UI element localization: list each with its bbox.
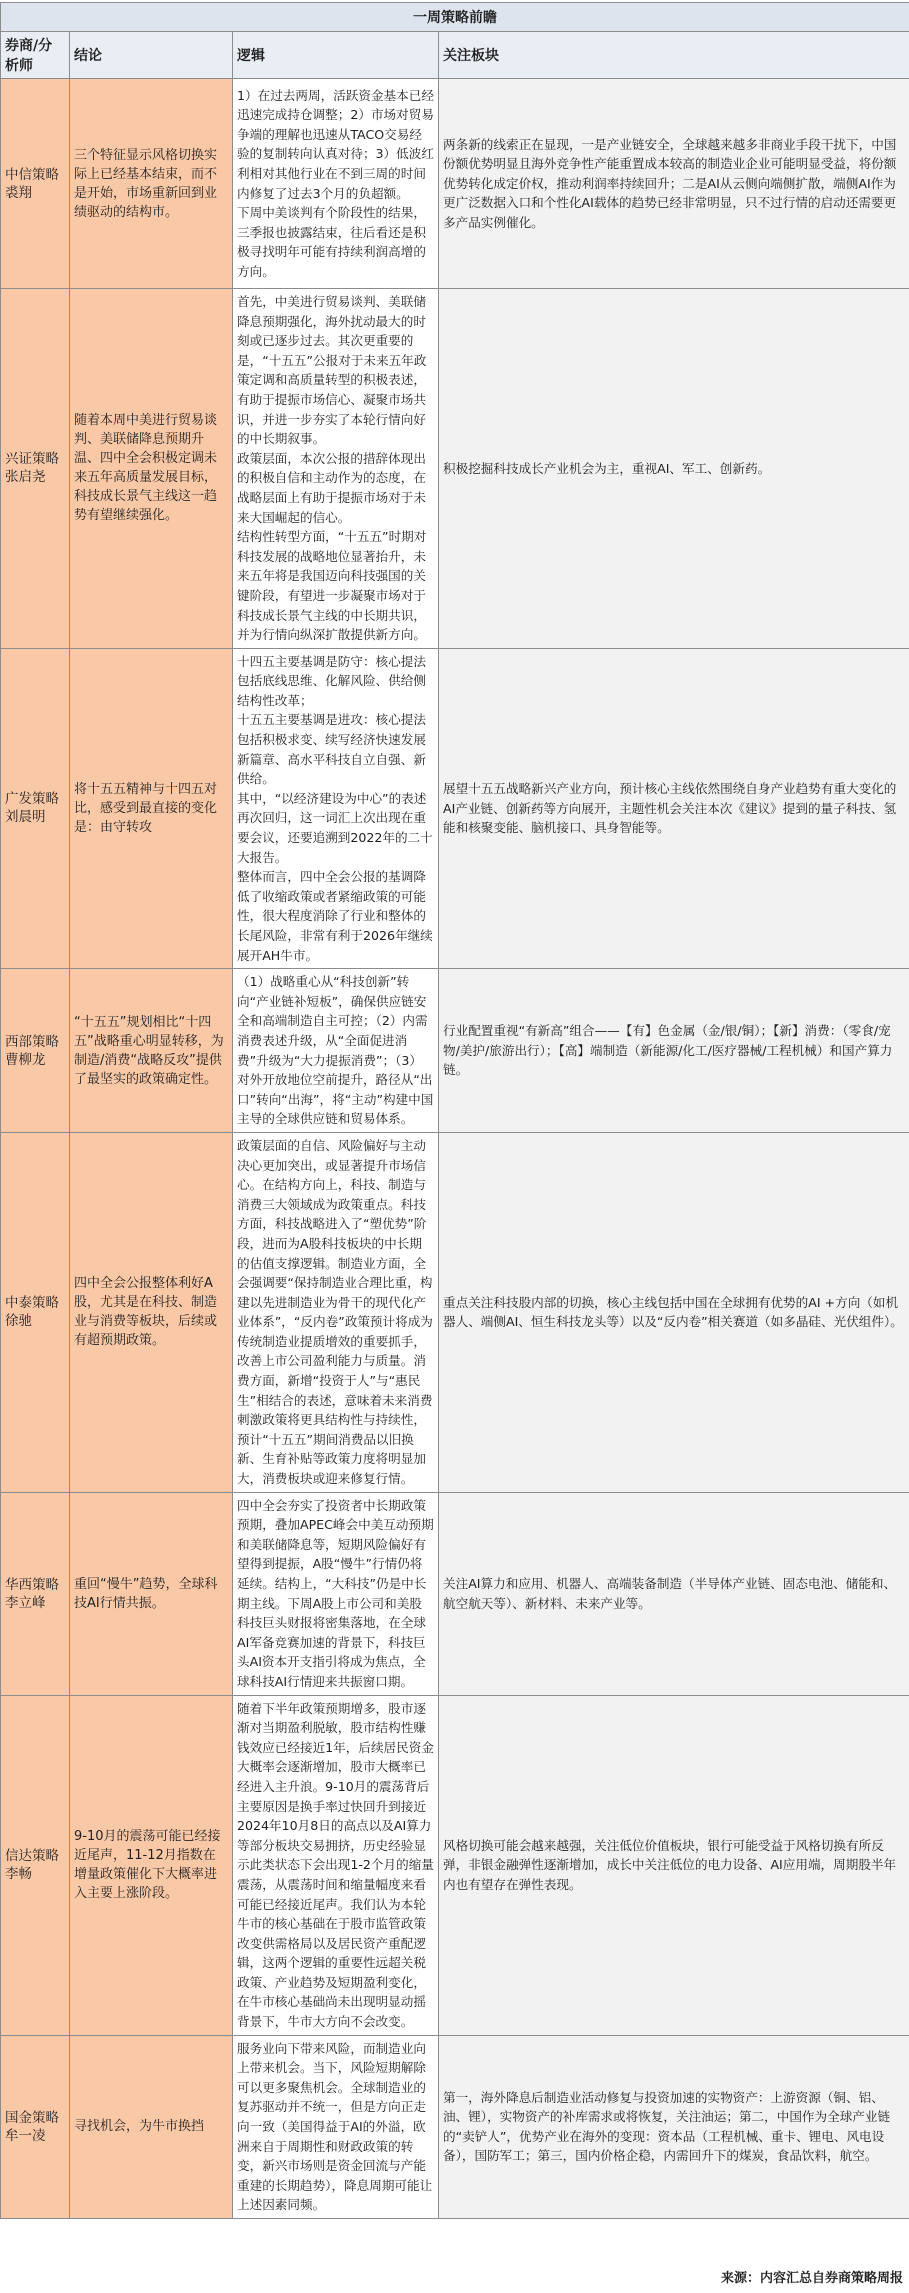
focus-cell: 关注AI算力和应用、机器人、高端装备制造（半导体产业链、固态电池、储能和、航空航天等）、新材料、未来产业等。 bbox=[439, 1492, 909, 1695]
logic-cell: 随着下半年政策预期增多，股市逐渐对当期盈利脱敏，股市结构性赚钱效应已经接近1年，后续居民资金大概率会逐渐增加，股市大概率已经进入主升浪。9-10月的震荡背后主要原因是换手率过快回升到接近2024年10月8日的高点以及AI算力等部分板块交易拥挤，历史经验显示此类状态下会出现1-2个月的缩量震荡，从震荡时间和缩量幅度来看可能已经接近尾声。我们认为本轮牛市的核心基础在于股市监管政策改变供需格局以及居民资产重配逻辑，这两个逻辑的重要性远超关税政策、产业趋势及短期盈利变化，在牛市核心基础尚未出现明显动摇背景下，牛市大方向不会改变。 bbox=[233, 1695, 439, 2035]
analyst-cell: 广发策略 刘晨明 bbox=[1, 648, 70, 969]
analyst-cell: 西部策略 曹柳龙 bbox=[1, 969, 70, 1133]
focus-cell: 重点关注科技股内部的切换，核心主线包括中国在全球拥有优势的AI +方向（如机器人、端侧AI、恒生科技龙头等）以及“反内卷”相关赛道（如多晶硅、光伏组件）。 bbox=[439, 1132, 909, 1492]
conclusion-cell: 寻找机会，为牛市换挡 bbox=[70, 2035, 233, 2218]
table-body bbox=[1, 79, 909, 2219]
logic-cell: 首先，中美进行贸易谈判、美联储降息预期强化，海外扰动最大的时刻或已逐步过去。其次更重要的是，“十五五”公报对于未来五年政策定调和高质量转型的积极表述，有助于提振市场信心、凝聚市场共识，并进一步夯实了本轮行情向好的中长期叙事。 政策层面，本次公报的措辞体现出的积极自信和主动作为的态度，在战略层面上有助于提振市场对于未来大国崛起的信心。 结构性转型方面，“十五五”时期对科技发展的战略地位显著抬升，未来五年将是我国迈向科技强国的关键阶段，有望进一步凝聚市场对于科技成长景气主线的中长期共识，并为行情向纵深扩散提供新方向。 bbox=[233, 289, 439, 649]
focus-cell: 行业配置重视“有新高”组合——【有】色金属（金/银/铜）；【新】消费：（零食/宠物/美护/旅游出行）；【高】端制造（新能源/化工/医疗器械/工程机械）和国产算力链。 bbox=[439, 969, 909, 1133]
focus-cell: 风格切换可能会越来越强，关注低位价值板块，银行可能受益于风格切换有所反弹，非银金融弹性逐渐增加，成长中关注低位的电力设备、AI应用端，周期股半年内也有望存在弹性表现。 bbox=[439, 1695, 909, 2035]
analyst-cell: 兴证策略 张启尧 bbox=[1, 289, 70, 649]
analyst-cell: 中泰策略 徐驰 bbox=[1, 1132, 70, 1492]
conclusion-cell: 三个特征显示风格切换实际上已经基本结束，而不是开始，市场重新回到业绩驱动的结构市。 bbox=[70, 79, 233, 289]
table-row bbox=[1, 2035, 909, 2218]
logic-cell: 服务业向下带来风险，而制造业向上带来机会。当下，风险短期解除可以更多聚焦机会。全球制造业的复苏驱动并不统一，但是方向正走向一致（美国得益于AI的外溢，欧洲来自于周期性和财政政策的转变，新兴市场则是资金回流与产能重建的长期趋势），降息周期可能让上述因素同频。 bbox=[233, 2035, 439, 2218]
logic-cell: 政策层面的自信、风险偏好与主动决心更加突出，或显著提升市场信心。在结构方向上，科技、制造与消费三大领域成为政策重点。科技方面，科技战略进入了“塑优势”阶段，进而为A股科技板块的中长期的估值支撑逻辑。制造业方面，全会强调要“保持制造业合理比重，构建以先进制造业为骨干的现代化产业体系”，“反内卷”政策预计将成为传统制造业提质增效的重要抓手，改善上市公司盈利能力与质量。消费方面，新增“投资于人”与“惠民生”相结合的表述，意味着未来消费刺激政策将更具结构性与持续性，预计“十五五”期间消费品以旧换新、生育补贴等政策力度将明显加大，消费板块或迎来修复行情。 bbox=[233, 1132, 439, 1492]
conclusion-cell: “十五五”规划相比“十四五”战略重心明显转移，为制造/消费“战略反攻”提供了最坚实的政策确定性。 bbox=[70, 969, 233, 1133]
conclusion-cell: 9-10月的震荡可能已经接近尾声，11-12月指数在增量政策催化下大概率进入主要上涨阶段。 bbox=[70, 1695, 233, 2035]
header-logic: 逻辑 bbox=[233, 32, 439, 79]
logic-cell: 1）在过去两周，活跃资金基本已经迅速完成持仓调整；2）市场对贸易争端的理解也迅速从TACO交易经验的复制转向认真对待；3）低波红利相对其他行业在不到三周的时间内修复了过去3个月的负超额。 下周中美谈判有个阶段性的结果，三季报也披露结束，往后看还是积极寻找明年可能有持续利润高增的方向。 bbox=[233, 79, 439, 289]
focus-cell: 展望十五五战略新兴产业方向，预计核心主线依然围绕自身产业趋势有重大变化的AI产业链、创新药等方向展开，主题性机会关注本次《建议》提到的量子科技、氢能和核聚变能、脑机接口、具身智能等。 bbox=[439, 648, 909, 969]
table-row bbox=[1, 79, 909, 289]
conclusion-cell: 重回“慢牛”趋势，全球科技AI行情共振。 bbox=[70, 1492, 233, 1695]
focus-cell: 两条新的线索正在显现，一是产业链安全，全球越来越多非商业手段干扰下，中国份额优势明显且海外竞争性产能重置成本较高的制造业企业可能明显受益，将份额优势转化成定价权，推动利润率持续回升；二是AI从云侧向端侧扩散，端侧AI作为更广泛数据入口和个性化AI载体的趋势已经非常明显，只不过行情的启动还需要更多产品实例催化。 bbox=[439, 79, 909, 289]
header-conclusion: 结论 bbox=[70, 32, 233, 79]
analyst-cell: 中信策略 裘翔 bbox=[1, 79, 70, 289]
conclusion-cell: 随着本周中美进行贸易谈判、美联储降息预期升温、四中全会积极定调未来五年高质量发展目标，科技成长景气主线这一趋势有望继续强化。 bbox=[70, 289, 233, 649]
table-title: 一周策略前瞻 bbox=[1, 3, 909, 32]
table-row bbox=[1, 1695, 909, 2035]
table-row bbox=[1, 648, 909, 969]
analyst-cell: 华西策略 李立峰 bbox=[1, 1492, 70, 1695]
strategy-table bbox=[0, 2, 909, 2219]
conclusion-cell: 将十五五精神与十四五对比，感受到最直接的变化是：由守转攻 bbox=[70, 648, 233, 969]
conclusion-cell: 四中全会公报整体利好A股，尤其是在科技、制造业与消费等板块，后续或有超预期政策。 bbox=[70, 1132, 233, 1492]
table-row bbox=[1, 969, 909, 1133]
analyst-cell: 信达策略 李畅 bbox=[1, 1695, 70, 2035]
focus-cell: 第一，海外降息后制造业活动修复与投资加速的实物资产：上游资源（铜、铝、油、锂），实物资产的补库需求或将恢复，关注油运；第二，中国作为全球产业链的“卖铲人”，优势产业在海外的变现：资本品（工程机械、重卡、锂电、风电设备），国防军工；第三，国内价格企稳，内需回升下的煤炭，食品饮料，航空。 bbox=[439, 2035, 909, 2218]
logic-cell: 十四五主要基调是防守：核心提法包括底线思维、化解风险、供给侧结构性改革； 十五五主要基调是进攻：核心提法包括积极求变、续写经济快速发展新篇章、高水平科技自立自强、新供给。 其中，“以经济建设为中心”的表述再次回归，这一词汇上次出现在重要会议，还要追溯到2022年的二十大报告。 整体而言，四中全会公报的基调降低了收缩政策或者紧缩政策的可能性，很大程度消除了行业和整体的长尾风险，非常有利于2026年继续展开AH牛市。 bbox=[233, 648, 439, 969]
table-row bbox=[1, 1492, 909, 1695]
header-analyst: 券商/分析师 bbox=[1, 32, 70, 79]
table-row bbox=[1, 289, 909, 649]
focus-cell: 积极挖掘科技成长产业机会为主，重视AI、军工、创新药。 bbox=[439, 289, 909, 649]
analyst-cell: 国金策略 牟一凌 bbox=[1, 2035, 70, 2218]
logic-cell: （1）战略重心从“科技创新”转向“产业链补短板”，确保供应链安全和高端制造自主可控；（2）内需消费表述升级，从“全面促进消费”升级为“大力提振消费”；（3）对外开放地位空前提升，路径从“出口”转向“出海”，将“主动”构建中国主导的全球供应链和贸易体系。 bbox=[233, 969, 439, 1133]
header-focus: 关注板块 bbox=[439, 32, 909, 79]
source-note: 来源：内容汇总自券商策略周报 bbox=[720, 2271, 903, 2286]
table-row bbox=[1, 1132, 909, 1492]
logic-cell: 四中全会夯实了投资者中长期政策预期，叠加APEC峰会中美互动预期和美联储降息等，短期风险偏好有望得到提振，A股“慢牛”行情仍将延续。结构上，“大科技”仍是中长期主线。下周A股上市公司和美股科技巨头财报将密集落地，在全球AI军备竞赛加速的背景下，科技巨头AI资本开支指引将成为焦点，全球科技AI行情迎来共振窗口期。 bbox=[233, 1492, 439, 1695]
